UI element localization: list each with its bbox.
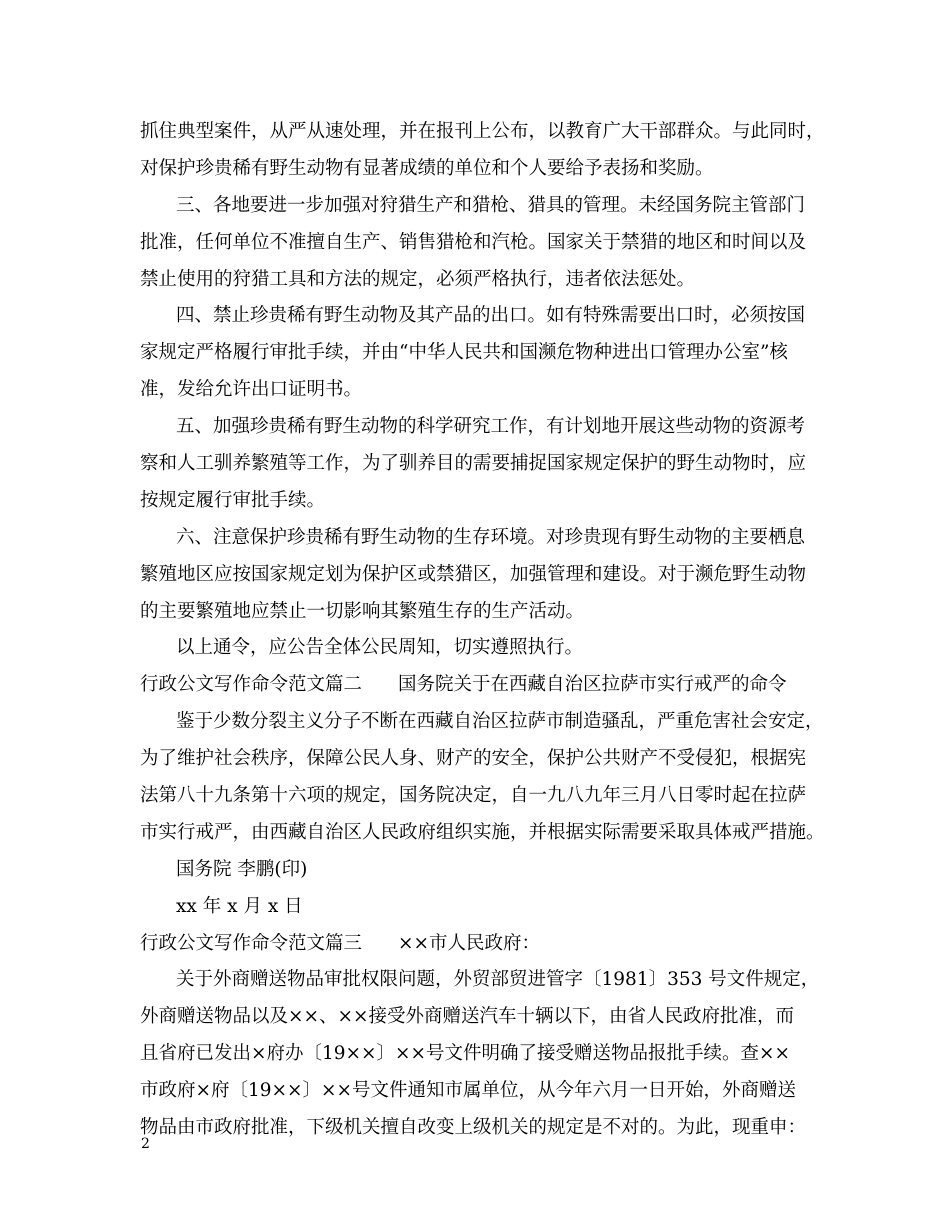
- section-3-heading: 行政公文写作命令范文篇三: [140, 932, 363, 954]
- paragraph-4-line-3: 按规定履行审批手续。: [140, 489, 326, 511]
- section-2-line-2: 为了维护社会秩序，保障公民人身、财产的安全，保护公共财产不受侵犯，根据宪: [140, 748, 807, 770]
- paragraph-2-line-2: 批准，任何单位不准擅自生产、销售猎枪和汽枪。国家关于禁猎的地区和时间以及: [140, 231, 807, 253]
- section-2-heading-line: [140, 667, 840, 704]
- paragraph-1-line-2: 对保护珍贵稀有野生动物有显著成绩的单位和个人要给予表扬和奖励。: [140, 157, 714, 179]
- section-2-line-4: 市实行戒严，由西藏自治区人民政府组织实施，并根据实际需要采取具体戒严措施。: [140, 821, 825, 843]
- paragraph-3-line-1: 四、禁止珍贵稀有野生动物及其产品的出口。如有特殊需要出口时，必须按国: [176, 305, 806, 327]
- section-3-heading-line: [140, 926, 840, 963]
- section-3-line-3: 且省府已发出×府办〔19××〕××号文件明确了接受赠送物品报批手续。查××: [140, 1043, 791, 1065]
- section-3-title: ××市人民政府：: [398, 932, 541, 954]
- paragraph-3-line-2: 家规定严格履行审批手续，并由“中华人民共和国濒危物种进出口管理办公室”核: [140, 342, 788, 364]
- paragraph-3-line-3: 准，发给允许出口证明书。: [140, 379, 363, 401]
- paragraph-4-line-2: 察和人工驯养繁殖等工作，为了驯养目的需要捕捉国家规定保护的野生动物时，应: [140, 453, 807, 475]
- section-2-title: 国务院关于在西藏自治区拉萨市实行戒严的命令: [398, 674, 787, 696]
- paragraph-1-line-1: 抓住典型案件，从严从速处理，并在报刊上公布，以教育广大干部群众。与此同时，: [140, 121, 825, 142]
- section-2-heading: 行政公文写作命令范文篇二: [140, 674, 363, 696]
- section-3-line-4: 市政府×府〔19××〕××号文件通知市属单位，从今年六月一日开始，外商赠送: [140, 1080, 797, 1102]
- paragraph-2-line-3: 禁止使用的狩猎工具和方法的规定，必须严格执行，违者依法惩处。: [140, 268, 696, 290]
- paragraph-5-line-2: 繁殖地区应按国家规定划为保护区或禁猎区，加强管理和建设。对于濒危野生动物: [140, 563, 807, 585]
- section-2-signature: 国务院 李鹏(印): [176, 858, 308, 880]
- paragraph-4-line-1: 五、加强珍贵稀有野生动物的科学研究工作，有计划地开展这些动物的资源考: [176, 416, 806, 438]
- section-2-line-1: 鉴于少数分裂主义分子不断在西藏自治区拉萨市制造骚乱，严重危害社会安定，: [176, 711, 824, 733]
- section-2-line-3: 法第八十九条第十六项的规定，国务院决定，自一九八九年三月八日零时起在拉萨: [140, 785, 807, 807]
- section-2-date: xx 年 x 月 x 日: [176, 895, 303, 917]
- paragraph-2-line-1: 三、各地要进一步加强对狩猎生产和猎枪、猎具的管理。未经国务院主管部门: [176, 194, 806, 216]
- paragraph-5-line-1: 六、注意保护珍贵稀有野生动物的生存环境。对珍贵现有野生动物的主要栖息: [176, 526, 806, 548]
- section-3-line-2: 外商赠送物品以及××、××接受外商赠送汽车十辆以下，由省人民政府批准，而: [140, 1006, 795, 1028]
- paragraph-6-line-1: 以上通令，应公告全体公民周知，切实遵照执行。: [176, 637, 584, 659]
- page-number: 2: [141, 1136, 150, 1152]
- document-body: [140, 114, 840, 1147]
- section-3-line-5: 物品由市政府批准，下级机关擅自改变上级机关的规定是不对的。为此，现重申：: [140, 1117, 807, 1139]
- section-3-line-1: 关于外商赠送物品审批权限问题，外贸部贸进管字〔1981〕353 号文件规定，: [176, 969, 820, 991]
- paragraph-5-line-3: 的主要繁殖地应禁止一切影响其繁殖生存的生产活动。: [140, 600, 585, 622]
